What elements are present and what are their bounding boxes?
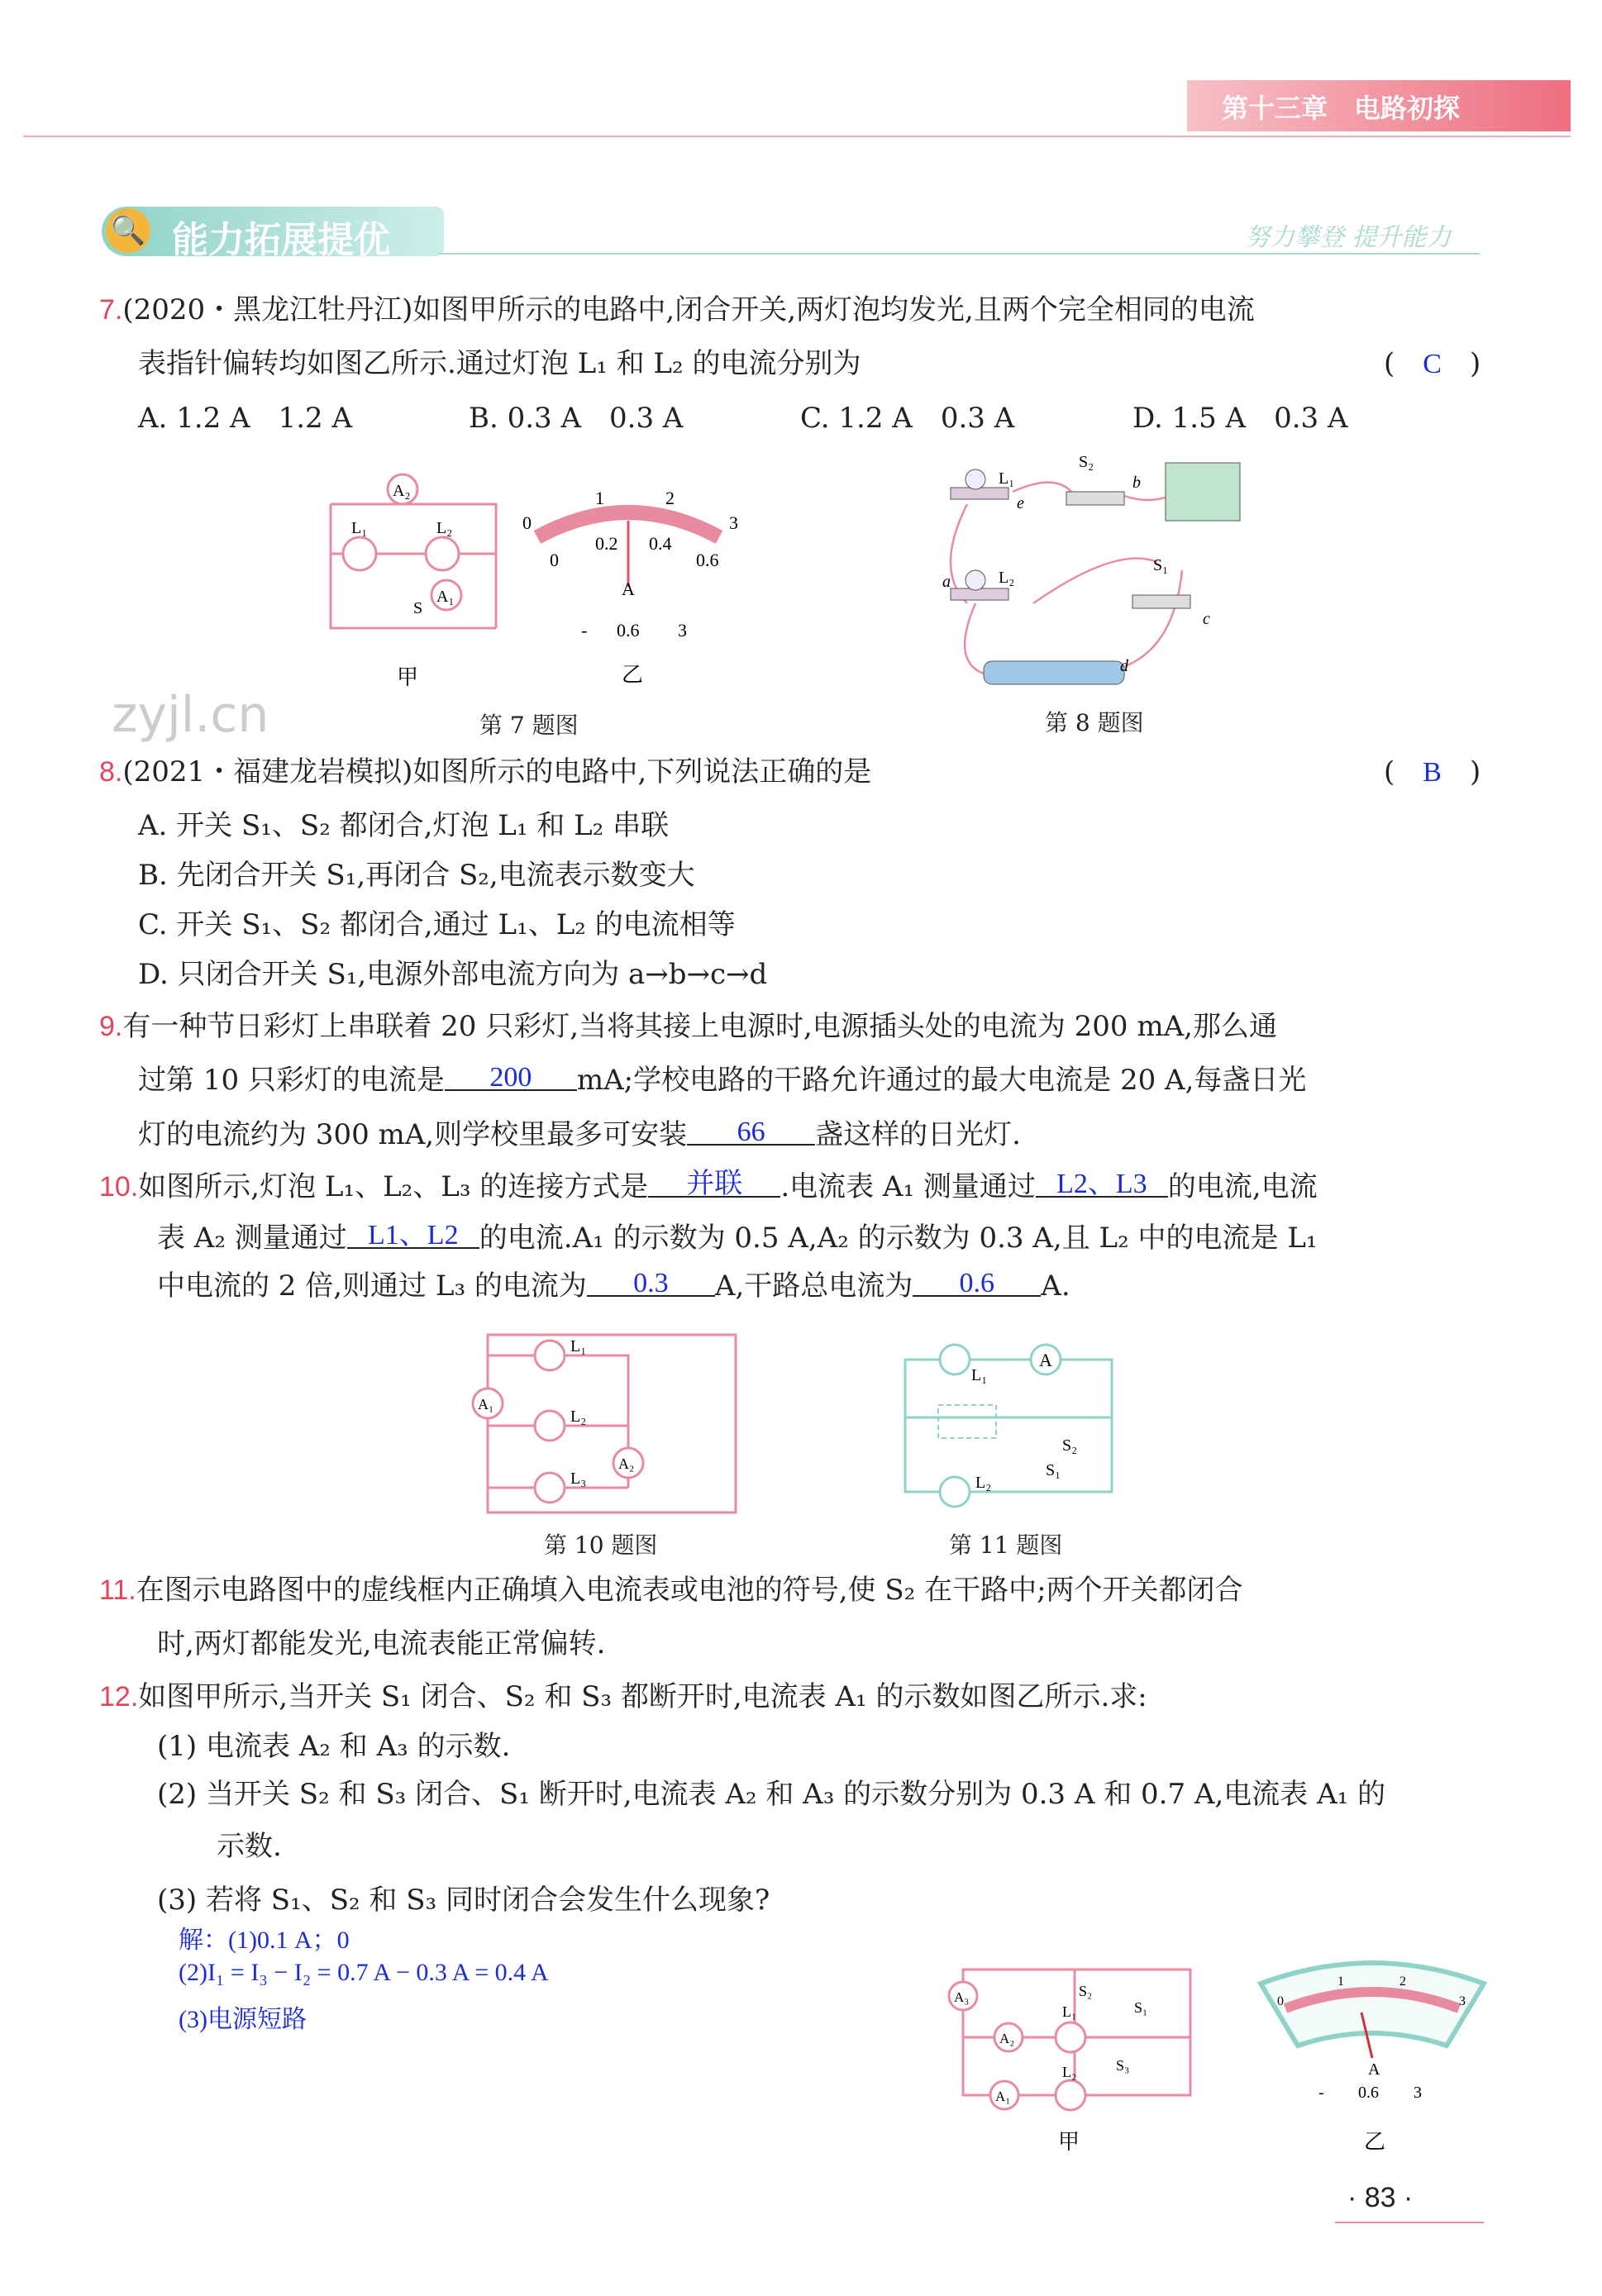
q11-number: 11. bbox=[99, 1574, 136, 1606]
q8-option-d: D. 只闭合开关 S₁,电源外部电流方向为 a→b→c→d bbox=[138, 958, 768, 991]
q8-option-b: B. 先闭合开关 S₁,再闭合 S₂,电流表示数变大 bbox=[138, 859, 695, 892]
label-b: b bbox=[1132, 474, 1141, 492]
label-s2: S₂ bbox=[1079, 453, 1094, 471]
q10-text2b: 的电流.A₁ 的示数为 0.5 A,A₂ 的示数为 0.3 A,且 L₂ 中的电流是 L₁ bbox=[479, 1222, 1318, 1255]
label-s2: S₂ bbox=[1062, 1436, 1078, 1455]
label-l2: L₂ bbox=[975, 1474, 992, 1492]
q9-answer2: 66 bbox=[737, 1117, 765, 1147]
q9-blank2[interactable] bbox=[687, 1113, 815, 1146]
q9-answer1: 200 bbox=[489, 1062, 532, 1093]
label-l2: L₂ bbox=[570, 1408, 587, 1426]
q10-text2a: 表 A₂ 测量通过 bbox=[157, 1222, 347, 1255]
terminal-06: 0.6 bbox=[1358, 2084, 1379, 2102]
page-number: · 83 · bbox=[1347, 2182, 1414, 2213]
q9-text3b: 盏这样的日光灯. bbox=[815, 1118, 1021, 1151]
terminal-3: 3 bbox=[1414, 2084, 1422, 2102]
q10-answer1: 并联 bbox=[686, 1169, 743, 1199]
q7-answer: C bbox=[1423, 349, 1442, 379]
q9-line1 bbox=[99, 1008, 1277, 1045]
q7-option-d: D. 1.5 A 0.3 A bbox=[1132, 402, 1348, 435]
magnifier-icon: 🔍 bbox=[106, 208, 150, 253]
label-l3: L₃ bbox=[570, 1470, 587, 1488]
q12-part1: (1) 电流表 A₂ 和 A₃ 的示数. bbox=[157, 1730, 511, 1763]
label-l1: L₁ bbox=[999, 469, 1015, 488]
label-jia: 甲 bbox=[1058, 2130, 1080, 2154]
q10-text1c: 的电流,电流 bbox=[1167, 1170, 1318, 1203]
q7-option-a: A. 1.2 A 1.2 A bbox=[138, 402, 353, 435]
q10-answer4: 0.3 bbox=[633, 1268, 669, 1298]
q10-blank4[interactable] bbox=[587, 1265, 715, 1297]
label-a2: A₂ bbox=[999, 2031, 1015, 2046]
q10-answer3: L1、L2 bbox=[368, 1220, 459, 1250]
fig7-circuit-jia bbox=[314, 463, 513, 703]
q9-line3 bbox=[138, 1117, 1021, 1153]
q10-line1 bbox=[99, 1169, 1318, 1205]
tick-top-2: 2 bbox=[1399, 1974, 1406, 1989]
label-e: e bbox=[1017, 494, 1024, 512]
tick-top-0: 0 bbox=[522, 512, 532, 533]
q10-number: 10. bbox=[99, 1171, 139, 1203]
q12-solution-3: (3)电源短路 bbox=[179, 2006, 307, 2033]
label-a: A bbox=[1039, 1350, 1052, 1370]
q10-text3c: A. bbox=[1041, 1269, 1070, 1303]
q11-line1 bbox=[99, 1572, 1243, 1608]
label-a2: A₂ bbox=[618, 1455, 635, 1472]
label-s: S bbox=[413, 599, 423, 617]
watermark: zyjl.cn bbox=[112, 686, 269, 744]
fig11-caption: 第 11 题图 bbox=[949, 1531, 1063, 1559]
tick-top-1: 1 bbox=[595, 488, 604, 508]
q9-text1: 有一种节日彩灯上串联着 20 只彩灯,当将其接上电源时,电源插头处的电流为 200 mA,那么通 bbox=[122, 1010, 1277, 1043]
q9-text2a: 过第 10 只彩灯的电流是 bbox=[138, 1064, 445, 1097]
q8-stem bbox=[99, 754, 871, 790]
q10-blank5[interactable] bbox=[913, 1265, 1041, 1297]
page-number-rule bbox=[1335, 2222, 1484, 2223]
tick-bottom-3: 0.6 bbox=[696, 550, 719, 570]
q7-option-c: C. 1.2 A 0.3 A bbox=[800, 402, 1015, 435]
q12-stem-text: 如图甲所示,当开关 S₁ 闭合、S₂ 和 S₃ 都断开时,电流表 A₁ 的示数如图乙所示.求: bbox=[138, 1680, 1147, 1713]
fig10-circuit bbox=[471, 1322, 752, 1521]
q10-text3a: 中电流的 2 倍,则通过 L₃ 的电流为 bbox=[157, 1269, 587, 1303]
label-yi: 乙 bbox=[622, 663, 644, 687]
label-d: d bbox=[1120, 657, 1128, 675]
tick-bottom-2: 0.4 bbox=[649, 533, 672, 554]
fig12-ammeter-yi bbox=[1252, 1951, 1492, 2165]
terminal-06: 0.6 bbox=[617, 620, 640, 641]
q12-part3: (3) 若将 S₁、S₂ 和 S₃ 同时闭合会发生什么现象? bbox=[157, 1884, 770, 1917]
q10-blank2[interactable] bbox=[1036, 1165, 1168, 1198]
meter-unit: A bbox=[622, 579, 635, 599]
q9-blank1[interactable] bbox=[445, 1059, 577, 1091]
label-a1: A₁ bbox=[478, 1396, 494, 1412]
chapter-title: 第十三章 电路初探 bbox=[1222, 93, 1461, 124]
label-l1: L₁ bbox=[971, 1366, 988, 1384]
q12-part2-cont: 示数. bbox=[217, 1830, 282, 1863]
q12-stem bbox=[99, 1679, 1147, 1715]
fig7-ammeter-yi bbox=[513, 471, 744, 694]
label-s1: S₁ bbox=[1134, 1999, 1148, 2016]
label-a1: A₁ bbox=[436, 588, 455, 606]
terminal-3: 3 bbox=[678, 620, 687, 641]
q8-stem-text: (2021・福建龙岩模拟)如图所示的电路中,下列说法正确的是 bbox=[122, 755, 872, 788]
q12-solution-2: (2)I₁ = I₃ − I₂ = 0.7 A − 0.3 A = 0.4 A bbox=[179, 1959, 549, 1986]
tick-top-3: 3 bbox=[1459, 1994, 1466, 2008]
q8-option-a: A. 开关 S₁、S₂ 都闭合,灯泡 L₁ 和 L₂ 串联 bbox=[138, 809, 670, 842]
meter-unit: A bbox=[1368, 2060, 1380, 2079]
label-yi: 乙 bbox=[1364, 2130, 1386, 2154]
label-l2: L₂ bbox=[436, 519, 453, 537]
fig7-caption: 第 7 题图 bbox=[479, 712, 579, 739]
label-a1: A₁ bbox=[995, 2089, 1011, 2104]
q10-answer5: 0.6 bbox=[959, 1268, 995, 1298]
q10-line2 bbox=[157, 1220, 1318, 1256]
q11-text1: 在图示电路图中的虚线框内正确填入电流表或电池的符号,使 S₂ 在干路中;两个开关都闭合 bbox=[136, 1574, 1243, 1607]
q10-text1a: 如图所示,灯泡 L₁、L₂、L₃ 的连接方式是 bbox=[138, 1170, 649, 1203]
tick-bottom-1: 0.2 bbox=[595, 533, 618, 554]
q10-blank3[interactable] bbox=[347, 1217, 479, 1249]
label-s2: S₂ bbox=[1079, 1983, 1093, 1999]
label-l2: L₂ bbox=[1062, 2064, 1077, 2080]
label-l1: L₁ bbox=[570, 1337, 587, 1355]
label-l1: L₁ bbox=[351, 519, 368, 537]
q7-number: 7. bbox=[99, 294, 123, 326]
label-a3: A₃ bbox=[954, 1989, 970, 2005]
label-l1: L₁ bbox=[1062, 2003, 1077, 2020]
label-s3: S₃ bbox=[1116, 2057, 1130, 2074]
section-slogan: 努力攀登 提升能力 bbox=[1245, 223, 1452, 252]
q8-answer-bracket: ( B ) bbox=[1384, 755, 1481, 788]
q7-stem: (2020・黑龙江牡丹江)如图甲所示的电路中,闭合开关,两灯泡均发光,且两个完全相同的电流 bbox=[122, 293, 1255, 326]
q8-answer: B bbox=[1423, 757, 1442, 788]
q12-number: 12. bbox=[99, 1681, 139, 1712]
fig10-caption: 第 10 题图 bbox=[544, 1531, 658, 1559]
q10-answer2: L2、L3 bbox=[1056, 1169, 1147, 1199]
q12-part2: (2) 当开关 S₂ 和 S₃ 闭合、S₁ 断开时,电流表 A₂ 和 A₃ 的示数分别为 0.3 A 和 0.7 A,电流表 A₁ 的 bbox=[157, 1778, 1386, 1811]
q9-text2b: mA;学校电路的干路允许通过的最大电流是 20 A,每盏日光 bbox=[576, 1064, 1307, 1097]
section-title: 能力拓展提优 bbox=[172, 219, 390, 261]
q10-line3 bbox=[157, 1268, 1070, 1304]
fig11-circuit bbox=[897, 1327, 1137, 1517]
header-rule bbox=[23, 136, 1571, 137]
q10-text3b: A,干路总电流为 bbox=[714, 1269, 913, 1303]
terminal-neg: - bbox=[581, 620, 588, 641]
q9-line2 bbox=[138, 1062, 1306, 1098]
q7-answer-bracket: ( C ) bbox=[1384, 347, 1481, 380]
fig8-physical-circuit bbox=[934, 446, 1265, 694]
tick-top-2: 2 bbox=[665, 488, 675, 508]
label-a: a bbox=[942, 573, 951, 591]
q7-line1 bbox=[99, 292, 1255, 328]
label-c: c bbox=[1203, 610, 1210, 628]
label-a2: A₂ bbox=[393, 482, 411, 500]
q8-option-c: C. 开关 S₁、S₂ 都闭合,通过 L₁、L₂ 的电流相等 bbox=[138, 908, 736, 941]
label-jia: 甲 bbox=[397, 665, 419, 689]
q12-solution-1: 解：(1)0.1 A；0 bbox=[179, 1927, 350, 1954]
q9-number: 9. bbox=[99, 1011, 123, 1042]
terminal-neg: - bbox=[1318, 2084, 1324, 2102]
fig12-circuit-jia bbox=[942, 1955, 1207, 2161]
label-s1: S₁ bbox=[1153, 556, 1169, 574]
q7-line2: 表指针偏转均如图乙所示.通过灯泡 L₁ 和 L₂ 的电流分别为 bbox=[138, 347, 861, 380]
q9-text3a: 灯的电流约为 300 mA,则学校里最多可安装 bbox=[138, 1118, 688, 1151]
q10-blank1[interactable] bbox=[648, 1165, 780, 1198]
q10-text1b: .电流表 A₁ 测量通过 bbox=[780, 1170, 1036, 1203]
label-s1: S₁ bbox=[1046, 1461, 1061, 1479]
label-l2: L₂ bbox=[999, 569, 1015, 587]
tick-top-3: 3 bbox=[729, 512, 738, 533]
q11-line2: 时,两灯都能发光,电流表能正常偏转. bbox=[157, 1627, 606, 1660]
tick-bottom-0: 0 bbox=[550, 550, 559, 570]
fig8-caption: 第 8 题图 bbox=[1045, 709, 1144, 736]
section-rule bbox=[438, 253, 1480, 255]
q8-number: 8. bbox=[99, 756, 123, 788]
tick-top-0: 0 bbox=[1277, 1994, 1284, 2008]
tick-top-1: 1 bbox=[1337, 1974, 1344, 1989]
q7-option-b: B. 0.3 A 0.3 A bbox=[469, 402, 684, 435]
